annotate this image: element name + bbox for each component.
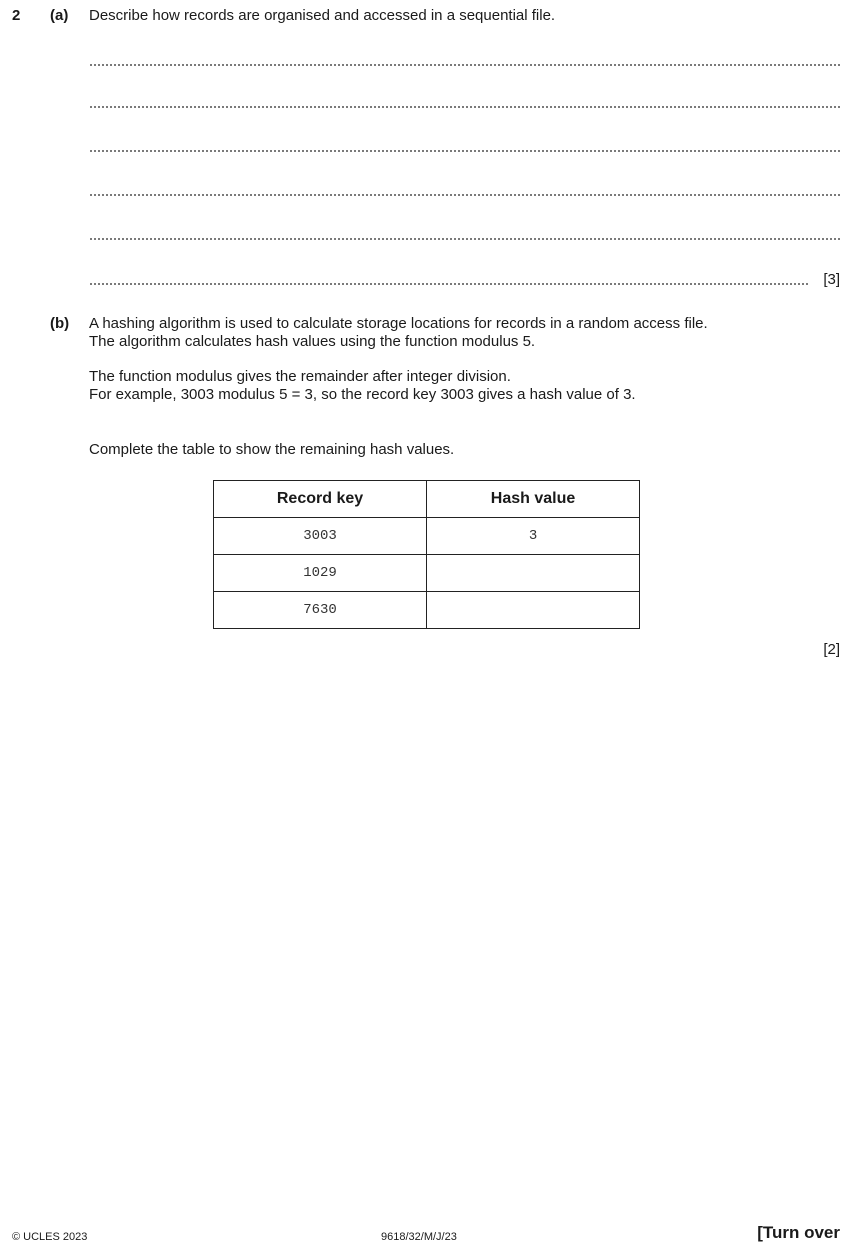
part-a-label: (a) [50, 7, 69, 24]
part-b-marks: [2] [823, 641, 840, 658]
part-a-marks: [3] [823, 271, 840, 288]
table-row [214, 555, 640, 592]
part-b-text-line: The function modulus gives the remainder after integer division. [89, 368, 511, 385]
record-key-cell: 3003 [214, 518, 427, 555]
part-a-question: Describe how records are organised and accessed in a sequential file. [89, 7, 556, 24]
table-row [214, 518, 640, 555]
part-b-text-line: A hashing algorithm is used to calculate storage locations for records in a random access file. [89, 315, 708, 332]
answer-line[interactable] [89, 194, 840, 196]
answer-line[interactable] [89, 106, 840, 108]
hash-value-cell: 3 [427, 518, 640, 555]
table-row [214, 592, 640, 629]
answer-line[interactable] [89, 64, 840, 66]
turn-over-label: [Turn over [757, 1223, 840, 1242]
answer-line[interactable] [89, 150, 840, 152]
question-number: 2 [12, 7, 21, 24]
part-b-instruction: Complete the table to show the remaining hash values. [89, 441, 455, 458]
part-b-label: (b) [50, 315, 70, 332]
record-key-cell: 1029 [214, 555, 427, 592]
hash-value-answer-cell[interactable] [427, 555, 640, 592]
part-b-text-line: The algorithm calculates hash values using the function modulus 5. [89, 333, 536, 350]
column-header-hash-value: Hash value [427, 481, 640, 518]
hash-table [213, 480, 640, 629]
part-b-text-line: For example, 3003 modulus 5 = 3, so the record key 3003 gives a hash value of 3. [89, 386, 636, 403]
footer-copyright: © UCLES 2023 [12, 1231, 88, 1243]
answer-line[interactable] [89, 238, 840, 240]
table-header-row [214, 481, 640, 518]
answer-line[interactable] [89, 283, 810, 285]
footer-paper-code: 9618/32/M/J/23 [381, 1231, 457, 1243]
column-header-record-key: Record key [214, 481, 427, 518]
hash-value-answer-cell[interactable] [427, 592, 640, 629]
record-key-cell: 7630 [214, 592, 427, 629]
